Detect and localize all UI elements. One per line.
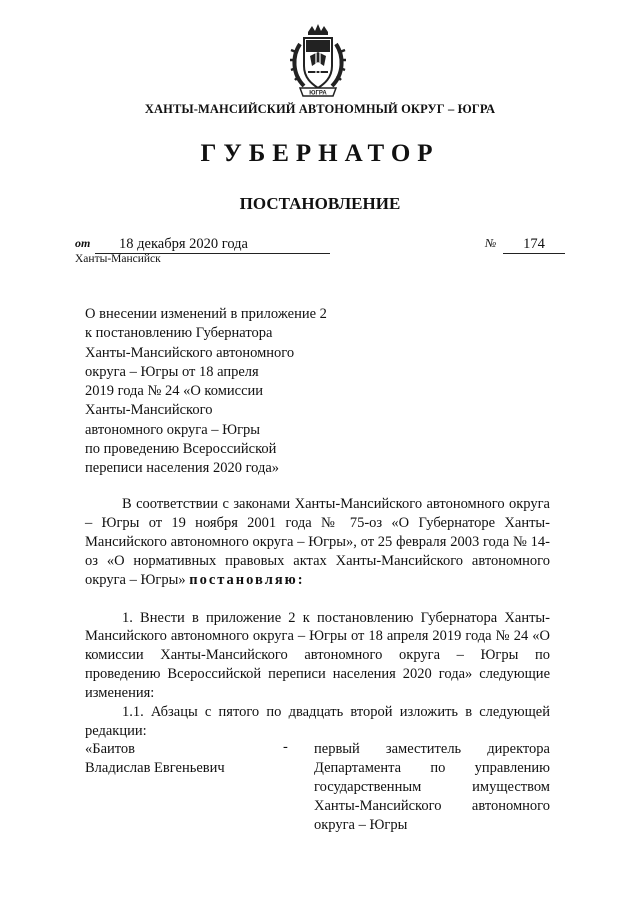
number-prefix: №: [485, 236, 497, 250]
preamble-text: В соответствии с законами Ханты-Мансийского автономного округа – Югры от 19 ноября 2001 года № 75-оз «О Губернаторе Ханты-Мансийского автономного округа – Югры», от 25 февраля 2003 года № 14-оз «О нормативных правовых актах Ханты-Мансийского автономного округа – Югры»: [85, 496, 550, 588]
member-dash: -: [283, 739, 288, 755]
item-1-1-paragraph: 1.1. Абзацы с пятого по двадцать второй изложить в следующей редакции:: [85, 704, 550, 739]
member-surname: «Баитов: [85, 741, 136, 757]
member-role: первый заместитель директора Департамента по управлению государственным имуществом Ханты-Мансийского автономного округа – Югры: [314, 741, 550, 833]
authority-title: ГУБЕРНАТОР: [200, 140, 440, 167]
subject-line: к постановлению Губернатора: [85, 325, 273, 342]
document-type-title: ПОСТАНОВЛЕНИЕ: [239, 194, 401, 213]
subject-line: автономного округа – Югры: [85, 421, 261, 438]
item-1-paragraph: 1. Внести в приложение 2 к постановлению Губернатора Ханты-Мансийского автономного округа – Югры от 18 апреля 2019 года № 24 «О комиссии Ханты-Мансийского автономного округа – Югры по проведению Всероссийской переписи населения 2020 года» следующие изменения:: [85, 609, 550, 702]
subject-line: О внесении изменений в приложение 2: [85, 306, 327, 322]
document-date: 18 декабря 2020 года: [95, 236, 330, 254]
subject-line: 2019 года № 24 «О комиссии: [85, 383, 264, 400]
city-name: Ханты-Мансийск: [75, 253, 161, 265]
emblem-ribbon-text: ЮГРА: [309, 90, 327, 97]
subject-line: Ханты-Мансийского: [85, 402, 213, 419]
subject-line: по проведению Всероссийской: [85, 441, 277, 458]
subject-line: Ханты-Мансийского автономного: [85, 344, 295, 361]
date-prefix: от: [75, 236, 91, 250]
region-name: ХАНТЫ-МАНСИЙСКИЙ АВТОНОМНЫЙ ОКРУГ – ЮГРА: [144, 102, 496, 116]
document-number: 174: [503, 236, 565, 254]
subject-line: переписи населения 2020 года»: [85, 460, 280, 477]
preamble-paragraph: [85, 495, 550, 590]
coat-of-arms-emblem-icon: [286, 22, 350, 102]
document-body: [85, 495, 550, 741]
commission-member-entry: [85, 739, 550, 833]
member-name: [85, 740, 285, 778]
subject-block: [85, 305, 385, 479]
resolve-word: постановляю:: [189, 571, 305, 588]
member-given-names: Владислав Евгеньевич: [85, 760, 225, 776]
subject-line: округа – Югры от 18 апреля: [85, 363, 259, 380]
